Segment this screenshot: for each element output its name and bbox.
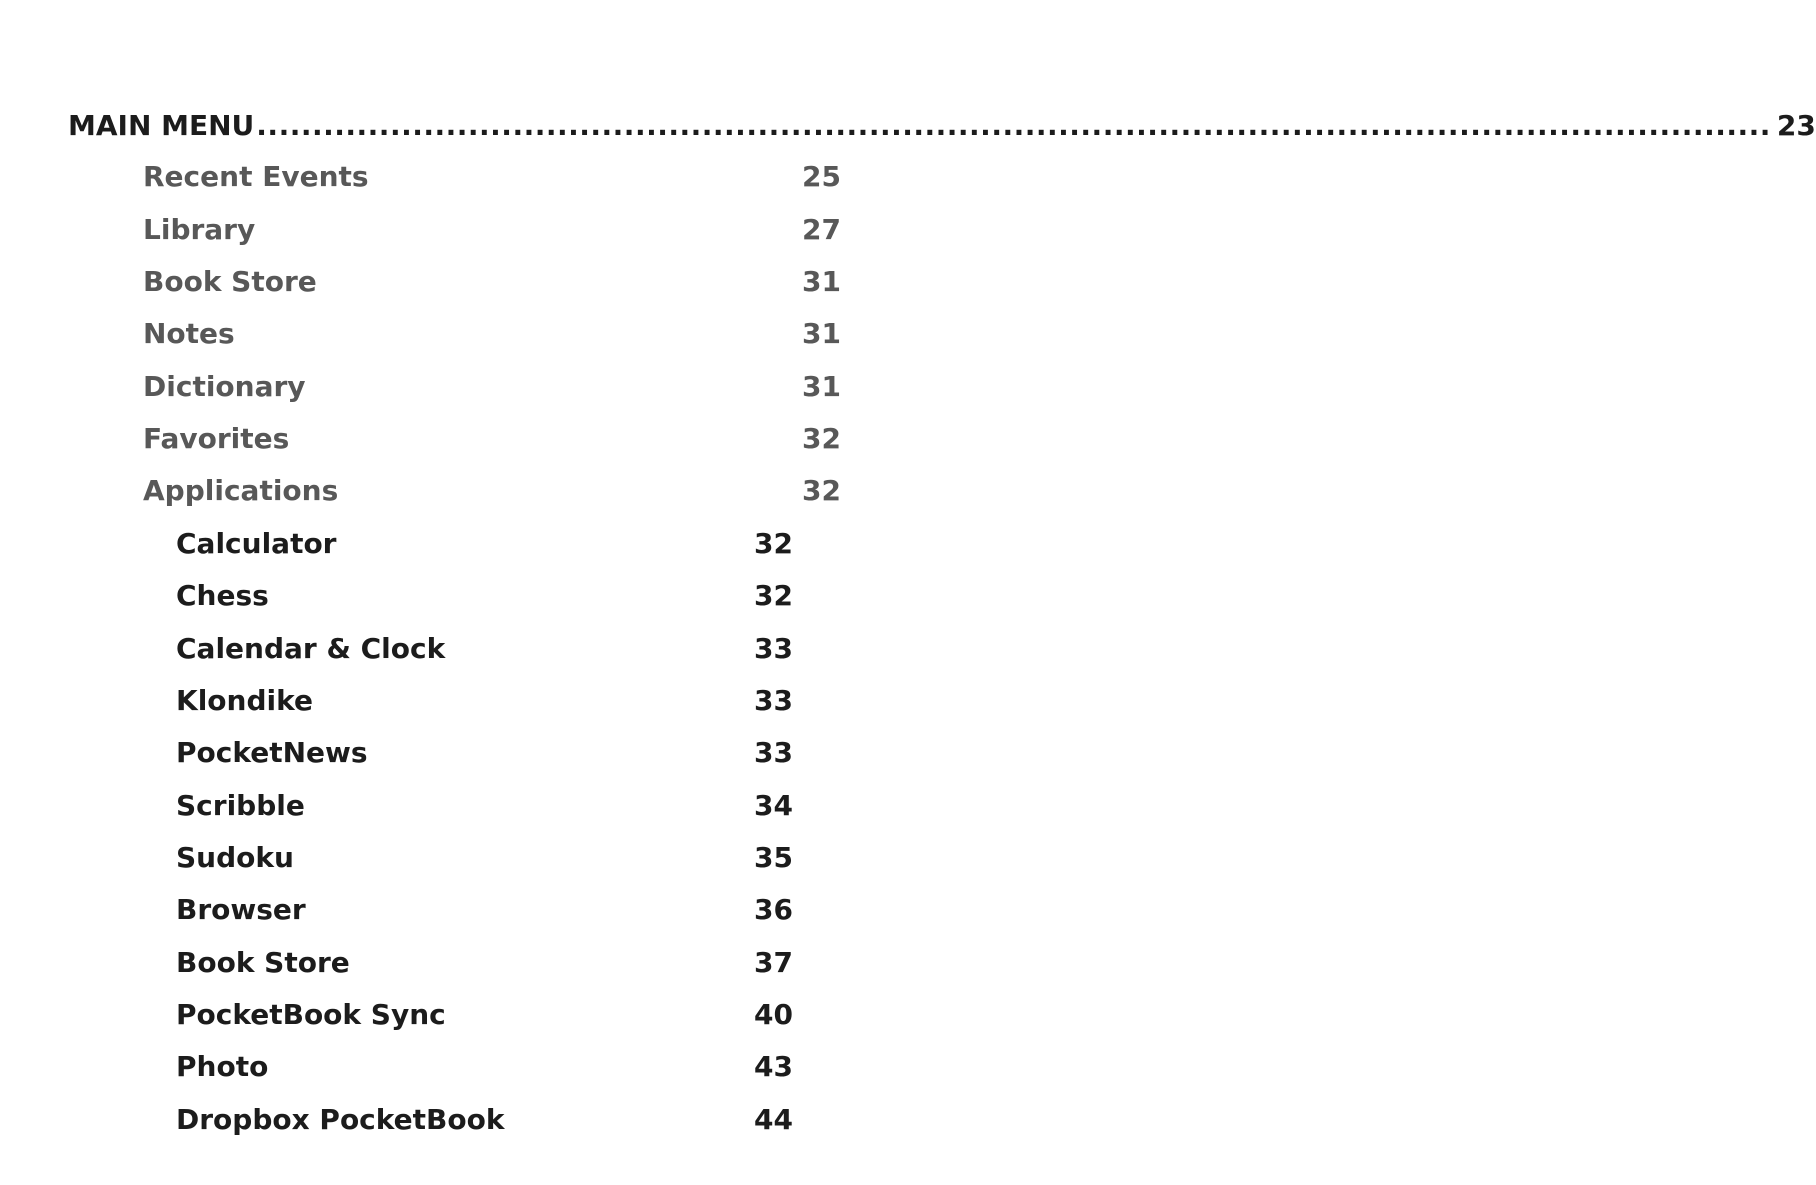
- toc-entry-label: Photo: [176, 1050, 269, 1083]
- toc-entry-label: Book Store: [176, 946, 350, 979]
- toc-entry-label: Scribble: [176, 789, 305, 822]
- toc-page-number: 33: [754, 632, 793, 665]
- toc-entry-photo[interactable]: [0, 1047, 954, 1087]
- toc-entry-label: Sudoku: [176, 841, 294, 874]
- toc-page-number: 35: [754, 841, 793, 874]
- toc-page-number: 34: [754, 789, 793, 822]
- toc-page-number: 44: [754, 1103, 793, 1136]
- toc-page-number: 27: [802, 213, 841, 246]
- toc-entry-klondike[interactable]: [0, 681, 954, 721]
- toc-page-number: 32: [802, 422, 841, 455]
- toc-entry-label: Chess: [176, 579, 269, 612]
- toc-entry-label: Klondike: [176, 684, 313, 717]
- toc-entry-recent-events[interactable]: [0, 157, 954, 197]
- toc-entry-sudoku[interactable]: [0, 838, 954, 878]
- toc-entry-label: Calendar & Clock: [176, 632, 446, 665]
- toc-entry-label: Library: [143, 213, 256, 246]
- toc-main-line: [68, 106, 1816, 146]
- toc-entry-calendar-clock[interactable]: [0, 629, 954, 669]
- toc-page-number: 43: [754, 1050, 793, 1083]
- toc-entry-label: PocketNews: [176, 736, 368, 769]
- toc-entry-library[interactable]: [0, 210, 954, 250]
- toc-entry-label: PocketBook Sync: [176, 998, 446, 1031]
- toc-entry-main-menu[interactable]: [0, 106, 1816, 146]
- toc-entry-chess[interactable]: [0, 576, 954, 616]
- toc-page-number: 37: [754, 946, 793, 979]
- toc-entry-notes[interactable]: [0, 314, 954, 354]
- toc-page-number: 31: [802, 265, 841, 298]
- toc-entry-applications[interactable]: [0, 471, 954, 511]
- toc-page-number: 33: [754, 736, 793, 769]
- toc-entry-label: MAIN MENU: [68, 109, 255, 142]
- toc-entry-label: Dictionary: [143, 370, 306, 403]
- toc-page-number: 32: [754, 527, 793, 560]
- toc-entry-favorites[interactable]: [0, 419, 954, 459]
- toc-entry-label: Notes: [143, 317, 235, 350]
- toc-page-number: 40: [754, 998, 793, 1031]
- toc-page-number: 32: [802, 474, 841, 507]
- toc-page-number: 33: [754, 684, 793, 717]
- toc-entry-label: Book Store: [143, 265, 317, 298]
- dot-leader: ........................................................................................................................................: [256, 109, 1771, 142]
- toc-entry-book-store-app[interactable]: [0, 943, 954, 983]
- toc-entry-label: Applications: [143, 474, 339, 507]
- toc-page-number: 32: [754, 579, 793, 612]
- toc-entry-book-store[interactable]: [0, 262, 954, 302]
- toc-entry-label: Browser: [176, 893, 306, 926]
- toc-entry-label: Recent Events: [143, 160, 369, 193]
- toc-page-number: 36: [754, 893, 793, 926]
- toc-page-number: 31: [802, 370, 841, 403]
- toc-entry-label: Dropbox PocketBook: [176, 1103, 505, 1136]
- toc-page-number: 23: [1776, 109, 1816, 142]
- toc-page-number: 25: [802, 160, 841, 193]
- toc-entry-scribble[interactable]: [0, 786, 954, 826]
- toc-entry-dropbox-pocketbook[interactable]: [0, 1100, 954, 1140]
- toc-entry-label: Favorites: [143, 422, 290, 455]
- toc-entry-browser[interactable]: [0, 890, 954, 930]
- toc-entry-pocketbook-sync[interactable]: [0, 995, 954, 1035]
- toc-entry-dictionary[interactable]: [0, 367, 954, 407]
- toc-entry-label: Calculator: [176, 527, 337, 560]
- toc-entry-calculator[interactable]: [0, 524, 954, 564]
- toc-page-number: 31: [802, 317, 841, 350]
- toc-entry-pocketnews[interactable]: [0, 733, 954, 773]
